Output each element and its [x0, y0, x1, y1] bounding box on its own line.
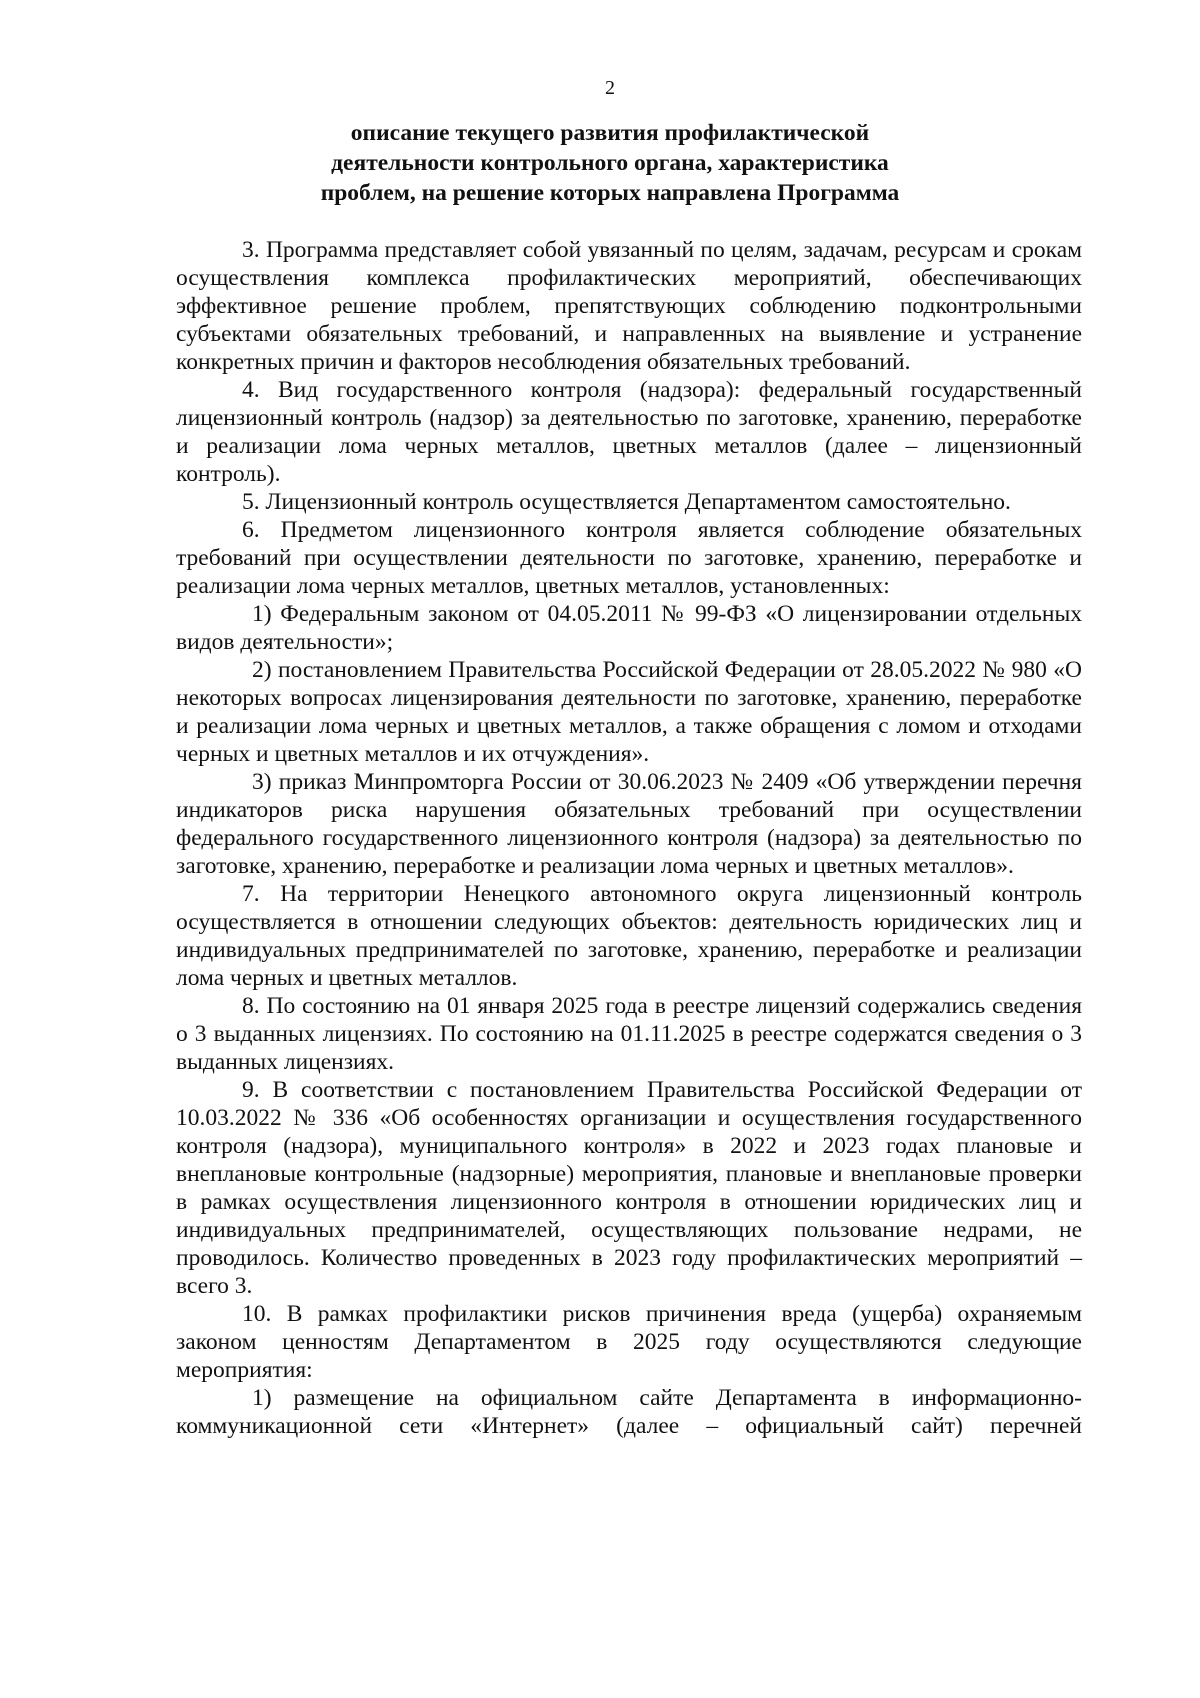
paragraph-6: 6. Предметом лицензионного контроля является соблюдение обязательных требований при осуществлении деятельности по заготовке, хранению, переработке и реализации лома черных металлов, цветных металлов, установленных:	[176, 517, 1082, 599]
heading-line-3: проблем, на решение которых направлена Программа	[320, 180, 900, 206]
paragraph-10: 10. В рамках профилактики рисков причинения вреда (ущерба) охраняемым законом ценностям Департаментом в 2025 году осуществляются следующие мероприятия:	[176, 1301, 1082, 1383]
document-body	[176, 236, 1082, 1440]
section-heading	[200, 118, 1020, 208]
paragraph-8: 8. По состоянию на 01 января 2025 года в реестре лицензий содержались сведения о 3 выданных лицензиях. По состоянию на 01.11.2025 в реестре содержатся сведения о 3 выданных лицензиях.	[176, 993, 1082, 1075]
page-number: 2	[605, 77, 615, 99]
paragraph-5: 5. Лицензионный контроль осуществляется Департаментом самостоятельно.	[242, 489, 1011, 515]
list-item-6-1: 1) Федеральным законом от 04.05.2011 № 99-ФЗ «О лицензировании отдельных видов деятельности»;	[176, 601, 1082, 655]
heading-line-2: деятельности контрольного органа, характеристика	[331, 150, 889, 176]
paragraph-7: 7. На территории Ненецкого автономного округа лицензионный контроль осуществляется в отношении следующих объектов: деятельность юридических лиц и индивидуальных предпринимателей по заготовке, хранению, переработке и реализации лома черных и цветных металлов.	[176, 881, 1082, 991]
list-item-6-3: 3) приказ Минпромторга России от 30.06.2023 № 2409 «Об утверждении перечня индикаторов риска нарушения обязательных требований при осуществлении федерального государственного лицензионного контроля (надзора) за деятельностью по заготовке, хранению, переработке и реализации лома черных и цветных металлов».	[176, 769, 1082, 879]
heading-line-1: описание текущего развития профилактической	[350, 120, 870, 146]
list-item-6-2: 2) постановлением Правительства Российской Федерации от 28.05.2022 № 980 «О некоторых вопросах лицензирования деятельности по заготовке, хранению, переработке и реализации лома черных и цветных металлов, а также обращения с ломом и отходами черных и цветных металлов и их отчуждения».	[176, 657, 1082, 767]
paragraph-4: 4. Вид государственного контроля (надзора): федеральный государственный лицензионный контроль (надзор) за деятельностью по заготовке, хранению, переработке и реализации лома черных металлов, цветных металлов (далее – лицензионный контроль).	[176, 377, 1082, 487]
paragraph-3: 3. Программа представляет собой увязанный по целям, задачам, ресурсам и срокам осуществления комплекса профилактических мероприятий, обеспечивающих эффективное решение проблем, препятствующих соблюдению подконтрольными субъектами обязательных требований, и направленных на выявление и устранение конкретных причин и факторов несоблюдения обязательных требований.	[176, 237, 1082, 375]
list-item-10-1: 1) размещение на официальном сайте Департамента в информационно-коммуникационной сети «Интернет» (далее – официальный сайт) перечней	[176, 1385, 1082, 1439]
paragraph-9: 9. В соответствии с постановлением Правительства Российской Федерации от 10.03.2022 № 336 «Об особенностях организации и осуществления государственного контроля (надзора), муниципального контроля» в 2022 и 2023 годах плановые и внеплановые контрольные (надзорные) мероприятия, плановые и внеплановые проверки в рамках осуществления лицензионного контроля в отношении юридических лиц и индивидуальных предпринимателей, осуществляющих пользование недрами, не проводилось. Количество проведенных в 2023 году профилактических мероприятий – всего 3.	[176, 1077, 1082, 1299]
